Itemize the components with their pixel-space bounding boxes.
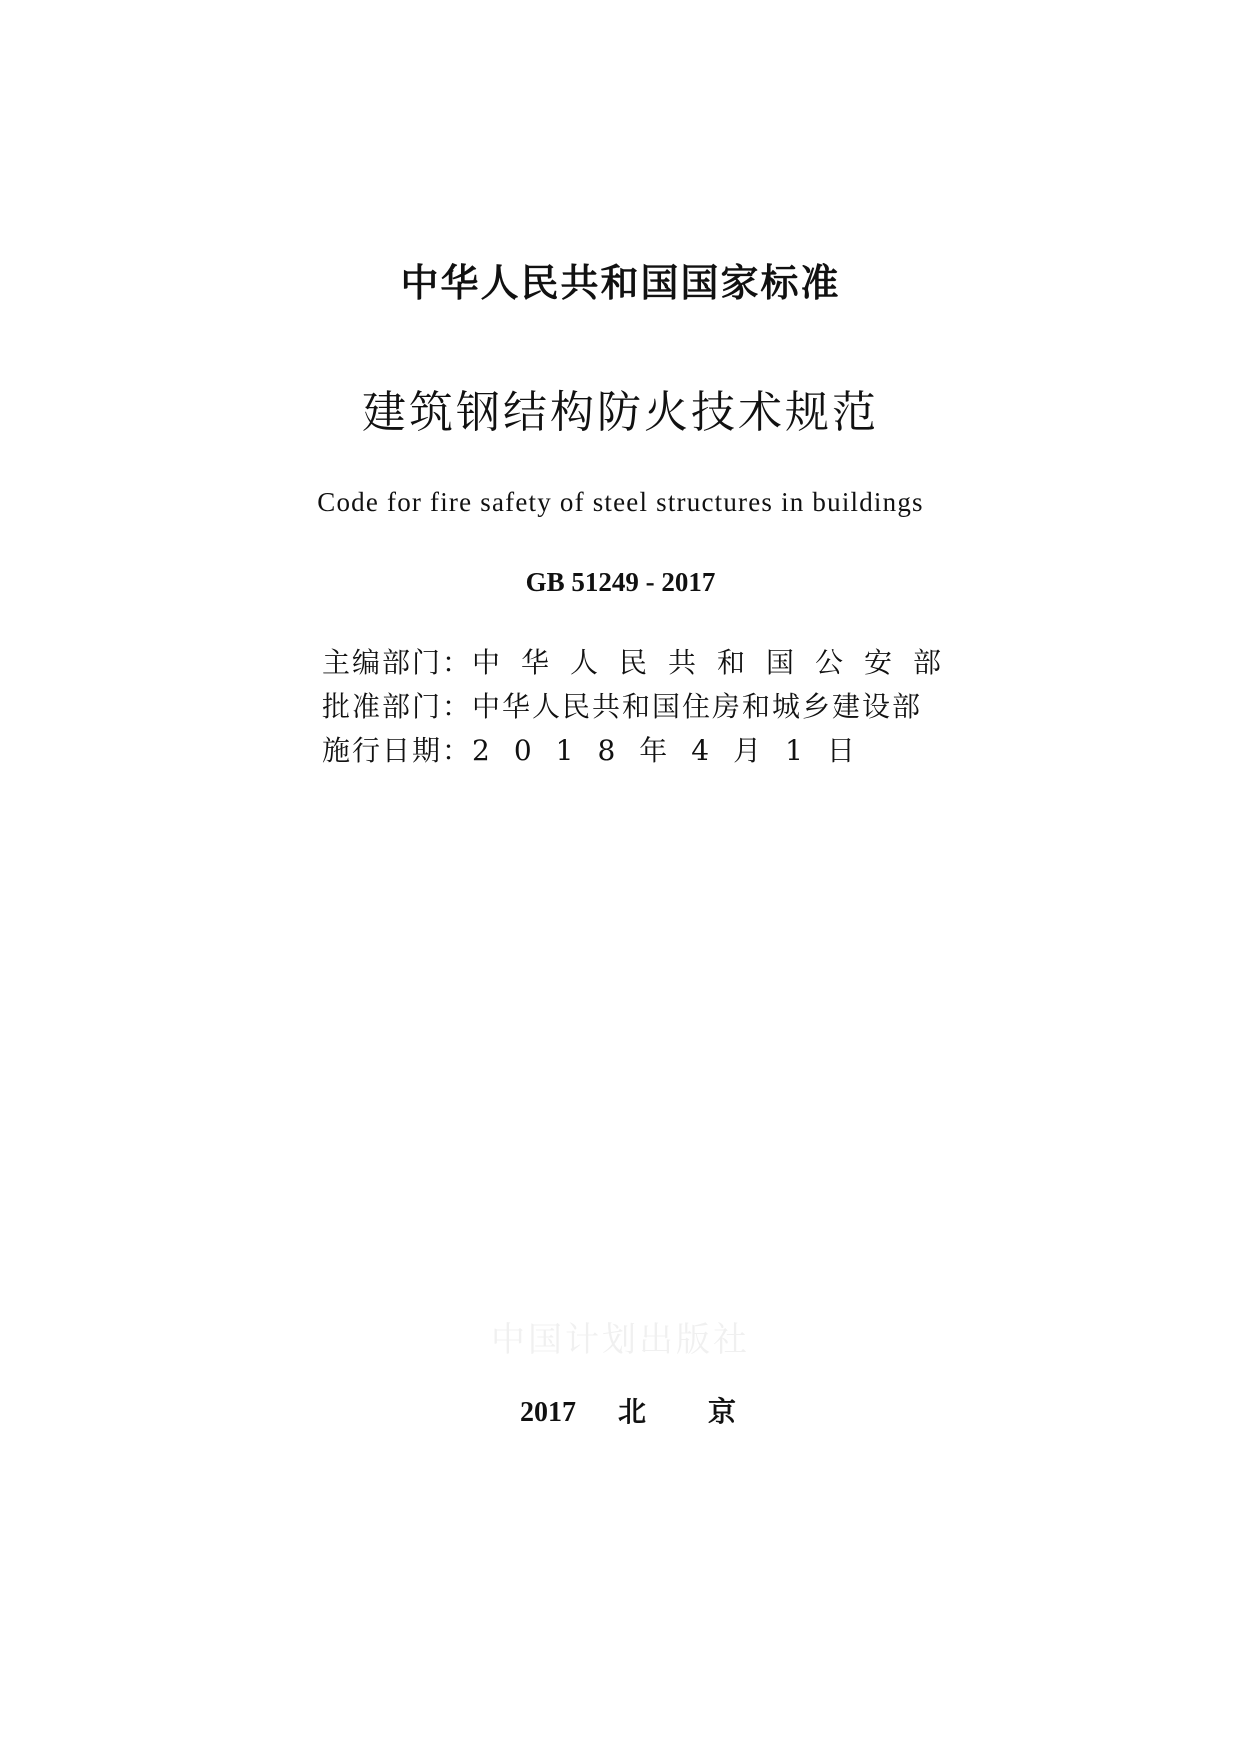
approval-dept-label: 批准部门： bbox=[322, 690, 473, 723]
document-title-english: Code for fire safety of steel structures in buildings bbox=[317, 487, 924, 517]
publisher-watermark: 中国计划出版社 bbox=[491, 1320, 750, 1360]
publication-metadata bbox=[322, 641, 963, 773]
effective-date-label: 施行日期： bbox=[322, 734, 473, 767]
chief-editor-row bbox=[322, 641, 963, 685]
imprint-year: 2017 bbox=[520, 1397, 576, 1428]
approval-dept-value: 中华人民共和国住房和城乡建设部 bbox=[472, 690, 923, 723]
chief-editor-label: 主编部门： bbox=[322, 646, 473, 679]
imprint bbox=[520, 1392, 799, 1433]
document-title-chinese: 建筑钢结构防火技术规范 bbox=[362, 387, 879, 438]
imprint-city: 北京 bbox=[618, 1395, 799, 1428]
chief-editor-value: 中华人民共和国公安部 bbox=[472, 646, 963, 679]
effective-date-row bbox=[322, 729, 942, 773]
standard-category-heading: 中华人民共和国国家标准 bbox=[400, 261, 841, 305]
standard-number: GB 51249 - 2017 bbox=[525, 567, 716, 597]
approval-dept-row bbox=[322, 685, 942, 729]
effective-date-value: 2018年4月1日 bbox=[472, 734, 879, 767]
